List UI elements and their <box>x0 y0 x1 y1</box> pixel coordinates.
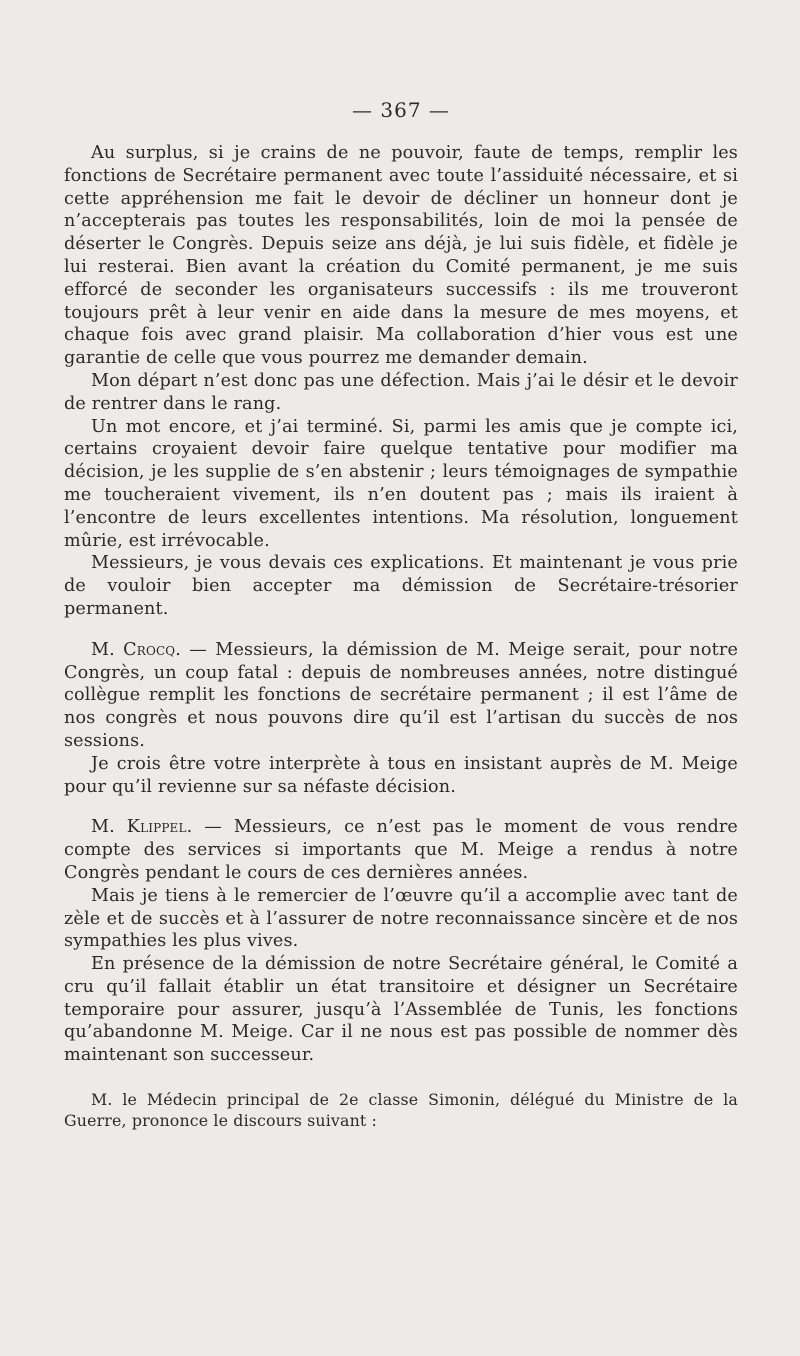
document-page <box>64 98 738 1131</box>
paragraph: Messieurs, je vous devais ces explications. Et maintenant je vous prie de vouloir bien accepter ma démission de Secrétaire-trésorier permanent. <box>64 553 738 619</box>
speaker-paragraph-crocq <box>64 639 738 753</box>
paragraph: En présence de la démission de notre Secrétaire général, le Comité a cru qu’il fallait établir un état transitoire et désigner un Secrétaire temporaire pour assurer, jusqu’à l’Assemblée de Tunis, les fonctions qu’abandonne M. Meige. Car il ne nous est pas possible de nommer dès maintenant son successeur. <box>64 954 738 1066</box>
paragraph: Je crois être votre interprète à tous en insistant auprès de M. Meige pour qu’il revienne sur sa néfaste décision. <box>64 753 738 797</box>
speaker-name: M. Crocq. <box>91 639 182 660</box>
speaker-name: M. Klippel. <box>91 817 193 838</box>
closing-paragraph: M. le Médecin principal de 2e classe Simonin, délégué du Ministre de la Guerre, prononce le discours suivant : <box>64 1090 738 1131</box>
speech-text: — Messieurs, la démission de M. Meige serait, pour notre Congrès, un coup fatal : depuis de nombreuses années, notre distingué collègue remplit les fonctions de secrétaire permanent ; il est l’âme de nos congrès et nous pouvons dire qu’il est l’artisan du succès de nos sessions. <box>64 639 739 751</box>
paragraph: Mon départ n’est donc pas une défection. Mais j’ai le désir et le devoir de rentrer dans le rang. <box>64 370 738 414</box>
page-number: — 367 — <box>352 98 450 122</box>
closing-note <box>64 1089 738 1131</box>
paragraph: Mais je tiens à le remercier de l’œuvre qu’il a accomplie avec tant de zèle et de succès et à l’assurer de notre reconnaissance sincère et de nos sympathies les plus vives. <box>64 885 738 952</box>
paragraph: Au surplus, si je crains de ne pouvoir, faute de temps, remplir les fonctions de Secrétaire permanent avec toute l’assiduité nécessaire, et si cette appréhension me fait le devoir de décliner un honneur dont je n’accepterais pas toutes les responsabilités, loin de moi la pensée de déserter le Congrès. Depuis seize ans déjà, je lui suis fidèle, et fidèle je lui resterai. Bien avant la création du Comité permanent, je me suis efforcé de seconder les organisateurs successifs : ils me trouveront toujours prêt à leur venir en aide dans la mesure de mes moyens, et chaque fois avec grand plaisir. Ma collaboration d’hier vous est une garantie de celle que vous pourrez me demander demain. <box>64 143 738 369</box>
speaker-paragraph-klippel <box>64 816 738 884</box>
speech-text: — Messieurs, ce n’est pas le moment de vous rendre compte des services si importants que M. Meige a rendus à notre Congrès pendant le cours de ces dernières années. <box>64 817 738 883</box>
paragraph: Un mot encore, et j’ai terminé. Si, parmi les amis que je compte ici, certains croyaient devoir faire quelque tentative pour modifier ma décision, je les supplie de s’en abstenir ; leurs témoignages de sympathie me toucheraient vivement, ils n’en doutent pas ; mais ils iraient à l’encontre de leurs excellentes intentions. Ma résolution, longuement mûrie, est irrévocable. <box>64 416 738 551</box>
